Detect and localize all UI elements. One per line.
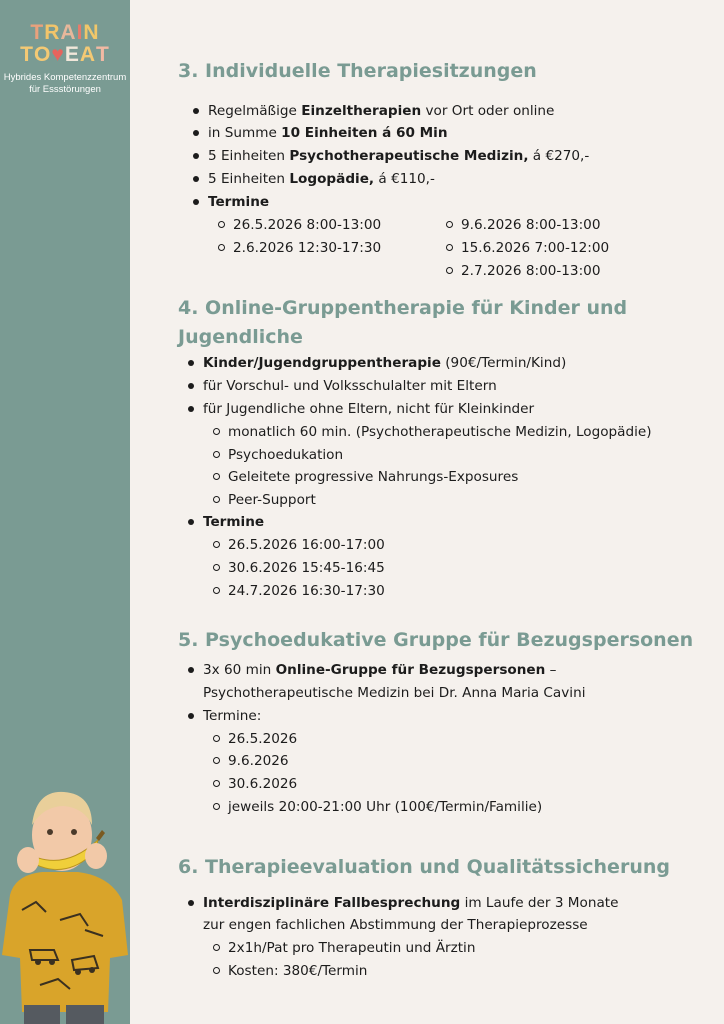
list-item xyxy=(203,894,618,912)
sub-item: Kosten: 380€/Termin xyxy=(228,963,368,979)
list-item xyxy=(203,661,556,679)
sub-item: monatlich 60 min. (Psychotherapeutische Medizin, Logopädie) xyxy=(228,424,652,440)
date-item: 2.7.2026 8:00-13:00 xyxy=(461,263,601,279)
date-item: 26.5.2026 xyxy=(228,731,298,747)
sub-item: 2x1h/Pat pro Therapeutin und Ärztin xyxy=(228,940,476,956)
child-with-banana-photo xyxy=(0,780,130,1024)
bold-text: Kinder/Jugendgruppentherapie xyxy=(203,355,441,371)
logo-line-1 xyxy=(0,22,130,44)
list-item xyxy=(208,193,269,211)
date-item: 30.6.2026 xyxy=(228,776,298,792)
bold-text: Interdisziplinäre Fallbesprechung xyxy=(203,895,461,911)
logo-letter: E xyxy=(64,43,80,66)
logo-subtitle-line-2: für Essstörungen xyxy=(29,84,101,95)
list-item xyxy=(208,124,448,142)
logo-letter: O xyxy=(34,43,52,66)
date-item: 2.6.2026 12:30-17:30 xyxy=(233,240,382,256)
list-item xyxy=(203,513,264,531)
list-item: Termine: xyxy=(203,708,262,724)
text: 3x 60 min xyxy=(203,662,276,678)
logo-letter: R xyxy=(44,21,61,44)
logo-letter: T xyxy=(20,43,34,66)
list-item-continuation: zur engen fachlichen Abstimmung der Therapieprozesse xyxy=(203,917,588,933)
sidebar xyxy=(0,0,130,1024)
sub-item: Geleitete progressive Nahrungs-Exposures xyxy=(228,469,519,485)
logo-subtitle xyxy=(0,72,130,96)
section-4-heading: 4. Online-Gruppentherapie für Kinder und xyxy=(178,297,628,319)
list-item: für Jugendliche ohne Eltern, nicht für Kleinkinder xyxy=(203,401,535,417)
logo-letter: A xyxy=(60,21,77,44)
date-item: 30.6.2026 15:45-16:45 xyxy=(228,560,385,576)
train-to-eat-logo xyxy=(0,22,130,96)
termine-label: Termine xyxy=(203,514,265,530)
list-item xyxy=(208,102,554,120)
bold-text: Logopädie, xyxy=(289,171,375,187)
section-5-heading: 5. Psychoedukative Gruppe für Bezugspersonen xyxy=(178,629,694,651)
section-6-heading: 6. Therapieevaluation und Qualitätssicherung xyxy=(178,856,670,878)
termine-label: Termine xyxy=(208,194,270,210)
list-item xyxy=(203,354,566,372)
text: Regelmäßige xyxy=(208,103,302,119)
text: 5 Einheiten xyxy=(208,148,290,164)
date-item: jeweils 20:00-21:00 Uhr (100€/Termin/Familie) xyxy=(228,799,543,815)
heart-icon: ♥ xyxy=(51,43,65,66)
date-item: 26.5.2026 16:00-17:00 xyxy=(228,537,385,553)
list-item-continuation: Psychotherapeutische Medizin bei Dr. Anna Maria Cavini xyxy=(203,685,586,701)
logo-letter: A xyxy=(79,43,96,66)
date-item: 24.7.2026 16:30-17:30 xyxy=(228,583,385,599)
text: á €270,- xyxy=(528,148,590,164)
list-item xyxy=(208,170,435,188)
list-item xyxy=(208,147,589,165)
text: – xyxy=(545,662,557,678)
bold-text: Einzeltherapien xyxy=(301,103,422,119)
text: á €110,- xyxy=(374,171,435,187)
logo-letter: T xyxy=(96,43,110,66)
bold-text: Psychotherapeutische Medizin, xyxy=(289,148,529,164)
date-item: 15.6.2026 7:00-12:00 xyxy=(461,240,610,256)
section-3-heading: 3. Individuelle Therapiesitzungen xyxy=(178,60,537,82)
bold-text: 10 Einheiten á 60 Min xyxy=(281,125,448,141)
logo-letter: N xyxy=(83,21,100,44)
date-item: 9.6.2026 xyxy=(228,753,289,769)
date-item: 9.6.2026 8:00-13:00 xyxy=(461,217,601,233)
logo-line-2 xyxy=(0,44,130,66)
logo-letter: I xyxy=(76,21,84,44)
list-item: für Vorschul- und Volksschulalter mit Eltern xyxy=(203,378,497,394)
section-4-heading-cont: Jugendliche xyxy=(178,326,303,348)
bold-text: Online-Gruppe für Bezugspersonen xyxy=(275,662,546,678)
text: (90€/Termin/Kind) xyxy=(440,355,567,371)
text: 5 Einheiten xyxy=(208,171,290,187)
date-item: 26.5.2026 8:00-13:00 xyxy=(233,217,382,233)
sub-item: Peer-Support xyxy=(228,492,316,508)
sub-item: Psychoedukation xyxy=(228,447,344,463)
text: im Laufe der 3 Monate xyxy=(460,895,619,911)
logo-subtitle-line-1: Hybrides Kompetenzzentrum xyxy=(3,72,127,83)
logo-letter: T xyxy=(30,21,45,44)
text: in Summe xyxy=(208,125,282,141)
text: vor Ort oder online xyxy=(421,103,555,119)
